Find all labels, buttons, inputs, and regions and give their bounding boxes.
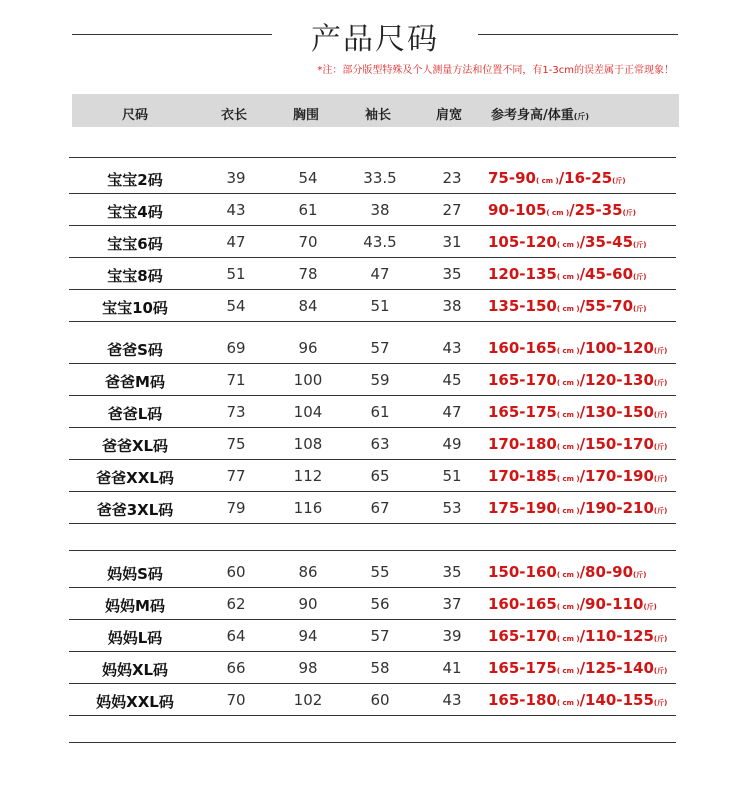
row-chest: 108 — [293, 435, 323, 453]
row-ref-weight: /150-170 — [579, 435, 654, 453]
row-divider — [69, 363, 676, 364]
row-shoulder: 43 — [442, 691, 462, 709]
jin-unit: (斤) — [633, 241, 647, 249]
cm-unit: ( cm ) — [535, 177, 559, 185]
row-size: 爸爸XL码 — [101, 437, 169, 455]
jin-unit: (斤) — [653, 507, 668, 515]
jin-unit: (斤) — [653, 635, 668, 643]
row-ref-height-weight — [488, 265, 646, 283]
cm-unit: ( cm ) — [556, 507, 580, 515]
row-shoulder: 27 — [442, 201, 462, 219]
row-ref-weight: /130-150 — [579, 403, 654, 421]
measurement-note: *注：部分版型特殊及个人测量方法和位置不同，有1-3cm的误差属于正常现象！ — [317, 65, 674, 76]
row-shoulder: 37 — [442, 595, 462, 613]
row-ref-height-weight — [488, 371, 667, 389]
cm-unit: ( cm ) — [556, 699, 580, 707]
row-divider — [69, 395, 676, 396]
row-size: 妈妈XXL码 — [96, 693, 174, 711]
row-ref-weight: /25-35 — [569, 201, 623, 219]
row-divider — [69, 257, 676, 258]
row-ref-height: 175-190 — [488, 499, 557, 517]
row-sleeve: 51 — [370, 297, 390, 315]
cm-unit: ( cm ) — [556, 475, 580, 483]
row-divider — [69, 225, 676, 226]
row-chest: 112 — [293, 467, 323, 485]
row-sleeve: 59 — [370, 371, 390, 389]
row-sleeve: 67 — [370, 499, 390, 517]
row-ref-height-weight — [488, 403, 667, 421]
row-chest: 116 — [293, 499, 323, 517]
cm-unit: ( cm ) — [556, 571, 580, 579]
row-chest: 90 — [298, 595, 318, 613]
row-divider — [69, 523, 676, 524]
row-length: 75 — [226, 435, 246, 453]
row-length: 77 — [226, 467, 246, 485]
row-sleeve: 63 — [370, 435, 390, 453]
cm-unit: ( cm ) — [556, 603, 580, 611]
row-ref-weight: /110-125 — [579, 627, 654, 645]
row-chest: 78 — [298, 265, 318, 283]
row-ref-weight: /45-60 — [579, 265, 634, 283]
table-bottom-line — [69, 742, 676, 743]
row-divider — [69, 459, 676, 460]
row-chest: 100 — [293, 371, 323, 389]
row-ref-weight: /55-70 — [579, 297, 634, 315]
row-ref-height-weight — [488, 339, 667, 357]
row-ref-height: 75-90 — [488, 169, 536, 187]
row-sleeve: 60 — [370, 691, 390, 709]
header-chest: 胸围 — [293, 108, 320, 123]
row-ref-height-weight — [488, 691, 667, 709]
row-length: 69 — [226, 339, 246, 357]
row-ref-weight: /100-120 — [579, 339, 654, 357]
jin-unit: (斤) — [633, 571, 647, 579]
row-length: 54 — [226, 297, 246, 315]
row-length: 39 — [226, 169, 246, 187]
row-ref-height: 135-150 — [488, 297, 557, 315]
group-top-line — [69, 157, 676, 158]
row-sleeve: 47 — [370, 265, 390, 283]
jin-unit: (斤) — [612, 177, 626, 185]
row-sleeve: 33.5 — [363, 169, 397, 187]
row-sleeve: 57 — [370, 627, 390, 645]
row-ref-height: 120-135 — [488, 265, 557, 283]
row-sleeve: 55 — [370, 563, 390, 581]
row-ref-weight: /90-110 — [579, 595, 644, 613]
row-ref-height: 160-165 — [488, 339, 557, 357]
row-chest: 98 — [298, 659, 318, 677]
row-ref-weight: /170-190 — [579, 467, 654, 485]
row-divider — [69, 651, 676, 652]
jin-unit: (斤) — [653, 475, 668, 483]
row-ref-height: 150-160 — [488, 563, 557, 581]
row-ref-height: 160-165 — [488, 595, 557, 613]
jin-unit: (斤) — [653, 667, 668, 675]
row-ref-height: 165-170 — [488, 627, 557, 645]
jin-unit: (斤) — [653, 379, 668, 387]
row-size: 爸爸L码 — [107, 405, 163, 423]
row-length: 79 — [226, 499, 246, 517]
row-ref-weight: /125-140 — [579, 659, 654, 677]
row-shoulder: 45 — [442, 371, 462, 389]
row-size: 宝宝6码 — [107, 235, 163, 253]
row-ref-height: 165-170 — [488, 371, 557, 389]
row-ref-weight: /140-155 — [579, 691, 654, 709]
row-length: 47 — [226, 233, 246, 251]
row-sleeve: 56 — [370, 595, 390, 613]
row-ref-weight: /120-130 — [579, 371, 654, 389]
row-shoulder: 35 — [442, 563, 462, 581]
row-ref-height-weight — [488, 595, 657, 613]
row-length: 43 — [226, 201, 246, 219]
row-shoulder: 31 — [442, 233, 462, 251]
row-ref-height: 165-175 — [488, 403, 557, 421]
row-sleeve: 65 — [370, 467, 390, 485]
row-length: 51 — [226, 265, 246, 283]
row-length: 73 — [226, 403, 246, 421]
jin-unit: (斤) — [653, 411, 668, 419]
cm-unit: ( cm ) — [556, 443, 580, 451]
cm-unit: ( cm ) — [556, 379, 580, 387]
row-shoulder: 23 — [442, 169, 462, 187]
jin-unit: (斤) — [633, 305, 647, 313]
row-sleeve: 57 — [370, 339, 390, 357]
row-length: 70 — [226, 691, 246, 709]
cm-unit: ( cm ) — [556, 411, 580, 419]
row-chest: 104 — [293, 403, 323, 421]
row-ref-height: 170-185 — [488, 467, 557, 485]
row-shoulder: 38 — [442, 297, 462, 315]
row-ref-height: 165-175 — [488, 659, 557, 677]
header-sleeve: 袖长 — [365, 108, 392, 123]
cm-unit: ( cm ) — [556, 305, 580, 313]
jin-unit: (斤) — [653, 443, 668, 451]
row-size: 妈妈XL码 — [101, 661, 169, 679]
jin-unit: (斤) — [622, 209, 636, 217]
row-ref-height: 90-105 — [488, 201, 547, 219]
row-ref-height-weight — [488, 563, 646, 581]
cm-unit: ( cm ) — [556, 667, 580, 675]
row-shoulder: 51 — [442, 467, 462, 485]
row-chest: 86 — [298, 563, 318, 581]
jin-unit: (斤) — [653, 347, 668, 355]
cm-unit: ( cm ) — [556, 273, 580, 281]
row-size: 宝宝2码 — [107, 171, 163, 189]
row-length: 62 — [226, 595, 246, 613]
row-ref-height-weight — [488, 169, 626, 187]
jin-unit: (斤) — [633, 273, 647, 281]
header-shoulder: 肩宽 — [436, 108, 463, 123]
row-chest: 102 — [293, 691, 323, 709]
row-ref-weight: /35-45 — [579, 233, 634, 251]
row-size: 宝宝10码 — [102, 299, 168, 317]
row-size: 爸爸S码 — [107, 341, 163, 359]
row-size: 妈妈M码 — [105, 597, 165, 615]
row-size: 爸爸3XL码 — [96, 501, 174, 519]
row-ref-height: 170-180 — [488, 435, 557, 453]
row-chest: 70 — [298, 233, 318, 251]
row-length: 60 — [226, 563, 246, 581]
row-shoulder: 43 — [442, 339, 462, 357]
row-sleeve: 61 — [370, 403, 390, 421]
row-divider — [69, 683, 676, 684]
cm-unit: ( cm ) — [556, 347, 580, 355]
row-ref-weight: /80-90 — [579, 563, 634, 581]
cm-unit: ( cm ) — [556, 635, 580, 643]
row-ref-height-weight — [488, 297, 646, 315]
row-ref-height-weight — [488, 201, 636, 219]
row-divider — [69, 321, 676, 322]
jin-unit: (斤) — [653, 699, 668, 707]
jin-unit: (斤) — [643, 603, 657, 611]
row-shoulder: 53 — [442, 499, 462, 517]
row-length: 71 — [226, 371, 246, 389]
row-divider — [69, 587, 676, 588]
header-ref-label: 参考身高/体重 — [491, 108, 574, 123]
row-sleeve: 58 — [370, 659, 390, 677]
cm-unit: ( cm ) — [556, 241, 580, 249]
row-divider — [69, 427, 676, 428]
row-shoulder: 41 — [442, 659, 462, 677]
row-ref-height: 105-120 — [488, 233, 557, 251]
row-chest: 94 — [298, 627, 318, 645]
row-ref-height-weight — [488, 499, 667, 517]
row-divider — [69, 491, 676, 492]
header-ref-unit: (斤) — [573, 112, 590, 121]
row-ref-height: 165-180 — [488, 691, 557, 709]
row-divider — [69, 619, 676, 620]
row-size: 宝宝8码 — [107, 267, 163, 285]
row-ref-height-weight — [488, 435, 667, 453]
row-length: 64 — [226, 627, 246, 645]
row-length: 66 — [226, 659, 246, 677]
row-size: 宝宝4码 — [107, 203, 163, 221]
header-size: 尺码 — [122, 108, 149, 123]
row-shoulder: 39 — [442, 627, 462, 645]
row-chest: 54 — [298, 169, 318, 187]
row-chest: 61 — [298, 201, 318, 219]
row-divider — [69, 715, 676, 716]
row-shoulder: 35 — [442, 265, 462, 283]
header-ref — [491, 104, 589, 123]
row-chest: 96 — [298, 339, 318, 357]
row-sleeve: 38 — [370, 201, 390, 219]
row-ref-height-weight — [488, 467, 667, 485]
row-ref-weight: /16-25 — [558, 169, 613, 187]
page-title: 产品尺码 — [311, 22, 439, 57]
row-size: 妈妈S码 — [107, 565, 163, 583]
row-divider — [69, 193, 676, 194]
row-ref-height-weight — [488, 627, 667, 645]
group-top-line — [69, 550, 676, 551]
row-shoulder: 47 — [442, 403, 462, 421]
row-ref-weight: /190-210 — [579, 499, 654, 517]
cm-unit: ( cm ) — [546, 209, 570, 217]
row-chest: 84 — [298, 297, 318, 315]
row-shoulder: 49 — [442, 435, 462, 453]
header-length: 衣长 — [221, 108, 248, 123]
row-sleeve: 43.5 — [363, 233, 397, 251]
row-size: 爸爸XXL码 — [96, 469, 174, 487]
row-size: 爸爸M码 — [105, 373, 165, 391]
row-ref-height-weight — [488, 659, 667, 677]
row-size: 妈妈L码 — [107, 629, 163, 647]
row-divider — [69, 289, 676, 290]
row-ref-height-weight — [488, 233, 646, 251]
